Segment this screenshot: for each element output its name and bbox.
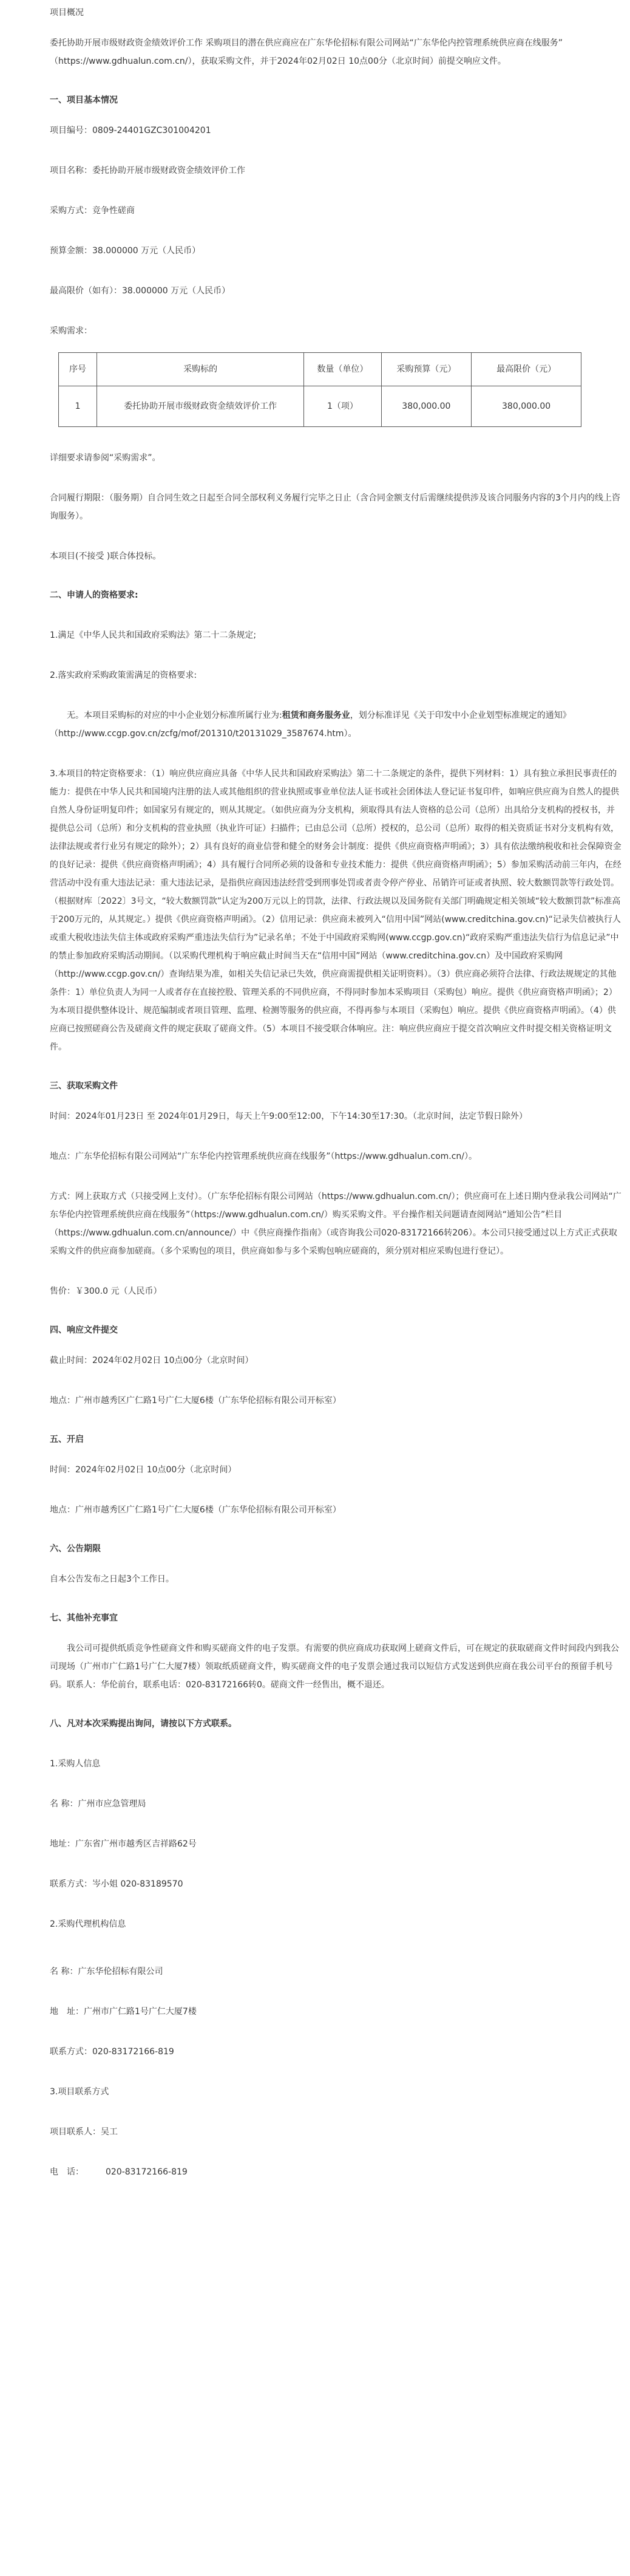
opening-place: 地点：广州市越秀区广仁路1号广仁大厦6楼（广东华伦招标有限公司开标室） [50,1505,341,1515]
phone-label: 电 话： [50,2167,84,2177]
sme-policy [50,706,622,743]
section-8-title: 八、凡对本次采购提出询问，请按以下方式联系。 [50,1719,237,1729]
sme-policy-post: ，划分标准详见《关于印发中小企业划型标准规定的通知》（http://www.ccgp.gov.cn/zcfg/mof/201310/t20131029_3587674.htm）。 [50,711,571,739]
table-row [59,386,581,427]
cell-budget: 380,000.00 [381,386,472,427]
qualification-item-1: 1.满足《中华人民共和国政府采购法》第二十二条规定; [50,630,257,640]
document-price: 售价：￥300.0 元（人民币） [50,1286,162,1296]
cell-max-price: 380,000.00 [472,386,581,427]
section-4-title: 四、响应文件提交 [50,1325,118,1335]
qualification-item-2: 2.落实政府采购政策需满足的资格要求: [50,671,197,680]
budget-amount: 预算金额：38.000000 万元（人民币） [50,246,201,256]
project-name: 项目名称：委托协助开展市级财政资金绩效评价工作 [50,166,245,176]
opening-time: 时间：2024年02月02日 10点00分（北京时间） [50,1465,237,1475]
obtain-method: 方式：网上获取方式（只接受网上支付）。（广东华伦招标有限公司网站（https://www.gdhualun.com.cn/）；供应商可在上述日期内登录我公司网站“广东华伦内控管理系统供应商在线服务”（https://www.gdhualun.com.cn/）购买采购文件。平台操作相关问题请查阅网站“通知公告”栏目（https://www.gdhualun.com.cn/announce/）中《供应商操作指南》（或咨询我公司020-83172166转206）。本公司只接受通过以上方式正式获取采购文件的供应商参加磋商。（多个采购包的项目，供应商如参与多个采购包响应磋商的，须分别对相应采购包进行登记）。 [50,1192,622,1256]
project-contact-person: 项目联系人：吴工 [50,2127,118,2137]
purchaser-contact: 联系方式：岑小姐 020-83189570 [50,1879,183,1889]
purchaser-heading: 1.采购人信息 [50,1759,101,1769]
col-header-no: 序号 [59,353,97,386]
max-price: 最高限价（如有）：38.000000 万元（人民币） [50,286,231,296]
supplementary-info: 我公司可提供纸质竞争性磋商文件和购买磋商文件的电子发票。有需要的供应商成功获取网上磋商文件后，可在规定的获取磋商文件时间段内到我公司现场（广州市广仁路1号广仁大厦7楼）领取纸质磋商文件，购买磋商文件的电子发票会通过我司以短信方式发送到供应商在我公司平台的预留手机号码。联系人：华伦前台，联系电话：020-83172166转0。磋商文件一经售出，概不退还。 [50,1644,619,1690]
table-header-row [59,353,581,386]
agency-name: 名 称：广东华伦招标有限公司 [50,1967,163,1976]
col-header-max-price: 最高限价（元） [472,353,581,386]
col-header-budget: 采购预算（元） [381,353,472,386]
project-contact-heading: 3.项目联系方式 [50,2087,109,2097]
col-header-quantity: 数量（单位） [304,353,381,386]
contract-period: 合同履行期限：（服务期）自合同生效之日起至合同全部权利义务履行完毕之日止（含合同金额支付后需继续提供涉及该合同服务内容的3个月内的线上咨询服务）。 [50,493,620,521]
project-number: 项目编号：0809-24401GZC301004201 [50,126,211,135]
section-2-title: 二、申请人的资格要求: [50,590,138,600]
procurement-method: 采购方式：竞争性磋商 [50,206,135,216]
agency-contact: 联系方式：020-83172166-819 [50,2047,174,2057]
cell-item: 委托协助开展市级财政资金绩效评价工作 [97,386,304,427]
submission-place: 地点：广州市越秀区广仁路1号广仁大厦6楼（广东华伦招标有限公司开标室） [50,1396,341,1406]
phone-value: 020-83172166-819 [106,2167,188,2177]
procurement-table [58,352,581,427]
purchaser-name: 名 称：广州市应急管理局 [50,1799,146,1809]
purchaser-address: 地址：广东省广州市越秀区吉祥路62号 [50,1839,197,1849]
project-contact-phone [50,2163,622,2181]
announcement-period: 自本公告发布之日起3个工作日。 [50,1574,174,1584]
agency-heading: 2.采购代理机构信息 [50,1919,126,1929]
col-header-item: 采购标的 [97,353,304,386]
overview-text: 委托协助开展市级财政资金绩效评价工作 采购项目的潜在供应商应在广东华伦招标有限公司网站“广东华伦内控管理系统供应商在线服务” （https://www.gdhualun.com.cn/），获取采购文件，并于2024年02月02日 10点00分（北京时间）前提交响应文件。 [50,38,563,66]
obtain-place: 地点：广东华伦招标有限公司网站“广东华伦内控管理系统供应商在线服务”（https://www.gdhualun.com.cn/）。 [50,1152,478,1161]
detail-note: 详细要求请参阅“采购需求”。 [50,453,161,463]
section-1-title: 一、项目基本情况 [50,95,118,105]
sme-industry: 租赁和商务服务业 [282,711,350,720]
cell-quantity: 1（项） [304,386,381,427]
submission-deadline: 截止时间：2024年02月02日 10点00分（北京时间） [50,1356,254,1365]
consortium-note: 本项目(不接受 )联合体投标。 [50,552,161,561]
sme-policy-pre: 无。本项目采购标的对应的中小企业划分标准所属行业为: [67,711,282,720]
obtain-time: 时间：2024年01月23日 至 2024年01月29日，每天上午9:00至12:00，下午14:30至17:30。（北京时间，法定节假日除外） [50,1112,527,1121]
qualification-item-3: 3.本项目的特定资格要求：（1）响应供应商应具备《中华人民共和国政府采购法》第二十二条规定的条件，提供下列材料：1）具有独立承担民事责任的能力：提供在中华人民共和国境内注册的法人或其他组织的营业执照或事业单位法人证书或社会团体法人登记证书复印件，如响应供应商为自然人的提供自然人身份证明复印件；如国家另有规定的，则从其规定。（如供应商为分支机构，须取得具有法人资格的总公司（总所）出具给分支机构的授权书，并提供总公司（总所）和分支机构的营业执照（执业许可证）扫描件；已由总公司（总所）授权的，总公司（总所）取得的相关资质证书对分支机构有效，法律法规或者行业另有规定的除外）；2）具有良好的商业信誉和健全的财务会计制度：提供《供应商资格声明函》；3）具有依法缴纳税收和社会保障资金的良好记录：提供《供应商资格声明函》；4）具有履行合同所必须的设备和专业技术能力：提供《供应商资格声明函》；5）参加采购活动前三年内，在经营活动中没有重大违法记录：重大违法记录，是指供应商因违法经营受到刑事处罚或者责令停产停业、吊销许可证或者执照、较大数额罚款等行政处罚。（根据财库〔2022〕3号文，“较大数额罚款”认定为200万元以上的罚款，法律、行政法规以及国务院有关部门明确规定相关领域“较大数额罚款”标准高于200万元的，从其规定。）提供《供应商资格声明函》。（2）信用记录：供应商未被列入“信用中国”网站(www.creditchina.gov.cn)“记录失信被执行人或重大税收违法失信主体或政府采购严重违法失信行为”记录名单；不处于中国政府采购网(www.ccgp.gov.cn)“政府采购严重违法失信行为信息记录”中的禁止参加政府采购活动期间。（以采购代理机构于响应截止时间当天在“信用中国”网站（www.creditchina.gov.cn）及中国政府采购网（http://www.ccgp.gov.cn/）查询结果为准，如相关失信记录已失效，供应商需提供相关证明资料）。（3）供应商必须符合法律、行政法规规定的其他条件：1）单位负责人为同一人或者存在直接控股、管理关系的不同供应商，不得同时参加本采购项目（采购包）响应。提供《供应商资格声明函》；2）为本项目提供整体设计、规范编制或者项目管理、监理、检测等服务的供应商，不得再参与本项目（采购包）响应。提供《供应商资格声明函》。（4）供应商已按照磋商公告及磋商文件的规定获取了磋商文件。（5）本项目不接受联合体响应。注：响应供应商应于提交首次响应文件时提交相关资格证明文件。 [50,769,622,1052]
agency-address: 地 址：广州市广仁路1号广仁大厦7楼 [50,2007,197,2017]
overview-heading: 项目概况 [50,8,84,18]
section-7-title: 七、其他补充事宜 [50,1613,118,1623]
section-5-title: 五、开启 [50,1435,84,1444]
section-3-title: 三、获取采购文件 [50,1081,118,1091]
cell-no: 1 [59,386,97,427]
section-6-title: 六、公告期限 [50,1544,101,1554]
requirement-label: 采购需求： [50,326,92,336]
